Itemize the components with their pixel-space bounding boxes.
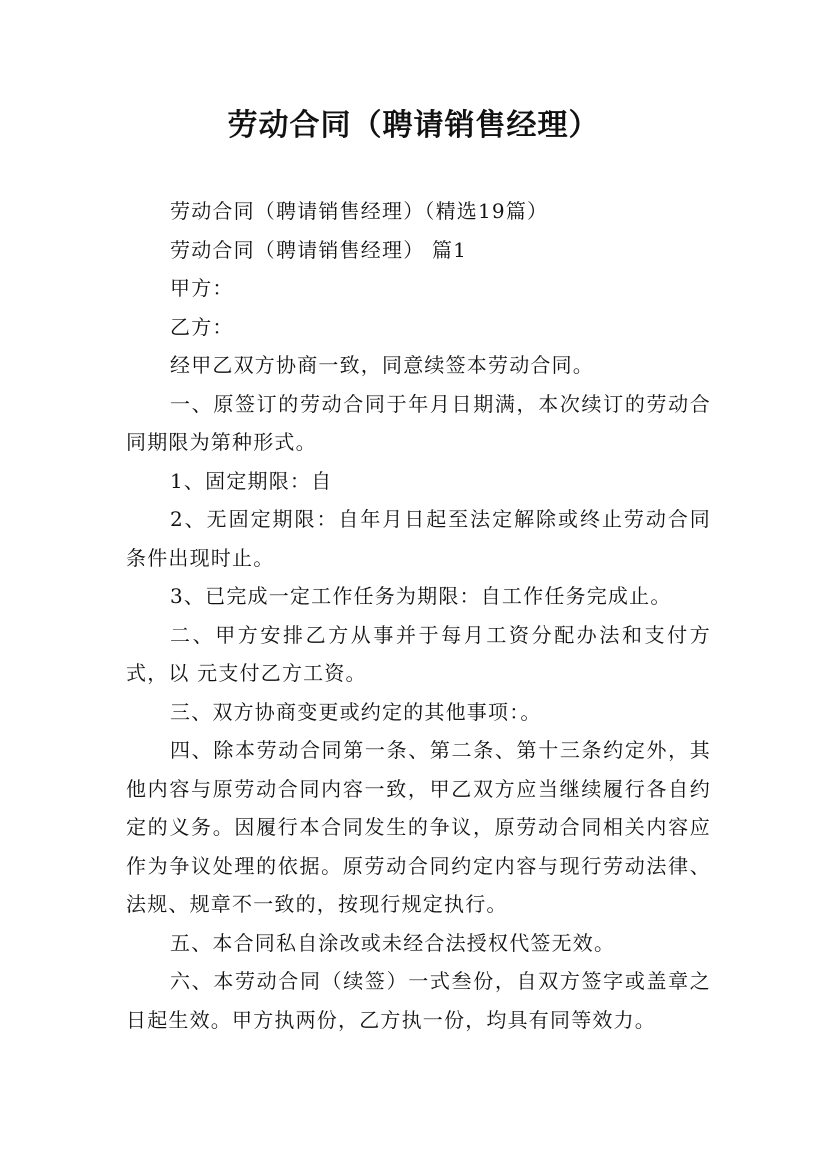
paragraph-clause-3: 三、双方协商变更或约定的其他事项：。 xyxy=(170,699,542,724)
paragraph-term-fixed: 1、固定期限：自 xyxy=(170,468,333,493)
paragraph-party-b: 乙方： xyxy=(170,314,234,339)
paragraph-term-open: 2、无固定期限：自年月日起至法定解除或终止劳动合同条件出现时止。 xyxy=(126,507,711,570)
paragraph-section-heading: 劳动合同（聘请销售经理） 篇1 xyxy=(170,237,468,262)
paragraph-term-task: 3、已完成一定工作任务为期限：自工作任务完成止。 xyxy=(170,584,672,608)
paragraph-clause-5: 五、本合同私自涂改或未经合法授权代签无效。 xyxy=(170,930,616,955)
paragraph-clause-6: 六、本劳动合同（续签）一式叁份，自双方签字或盖章之日起生效。甲方执两份，乙方执一份，均具有同等效力。 xyxy=(126,969,711,1032)
paragraph-clause-1: 一、原签订的劳动合同于年月日期满，本次续订的劳动合同期限为第种形式。 xyxy=(126,391,711,454)
paragraph-clause-2: 二、甲方安排乙方从事并于每月工资分配办法和支付方式，以 元支付乙方工资。 xyxy=(126,622,711,685)
paragraph-subtitle: 劳动合同（聘请销售经理）（精选19篇） xyxy=(170,199,549,223)
document-body xyxy=(126,192,711,1039)
paragraph-clause-4: 四、除本劳动合同第一条、第二条、第十三条约定外，其他内容与原劳动合同内容一致，甲乙双方应当继续履行各自约定的义务。因履行本合同发生的争议，原劳动合同相关内容应作为争议处理的依据。原劳动合同约定内容与现行劳动法律、法规、规章不一致的，按现行规定执行。 xyxy=(126,738,711,916)
paragraph-agreement: 经甲乙双方协商一致，同意续签本劳动合同。 xyxy=(170,353,594,377)
document-title: 劳动合同（聘请销售经理） xyxy=(227,108,600,143)
paragraph-party-a: 甲方： xyxy=(170,276,234,300)
